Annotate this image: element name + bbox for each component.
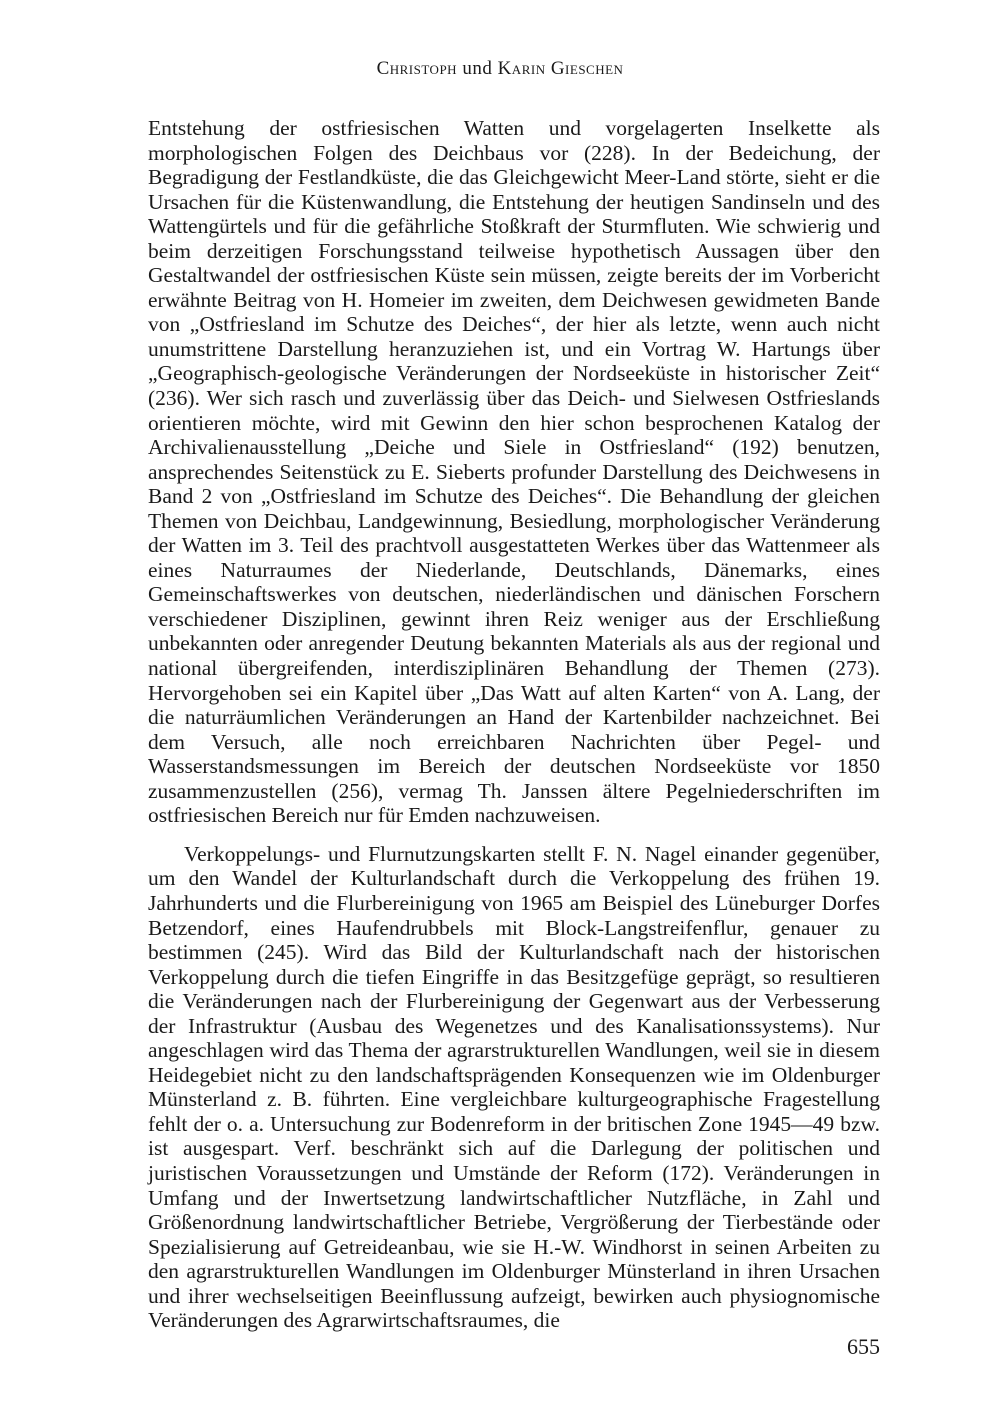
author-conjunction: und: [462, 58, 493, 79]
page-number: 655: [847, 1334, 880, 1359]
body-text: [148, 116, 880, 1333]
running-head: [0, 58, 1000, 80]
paragraph: Verkoppelungs- und Flurnutzungskarten stellt F. N. Nagel einander gegenüber, um den Wandel der Kulturlandschaft durch die Verkoppelung des frühen 19. Jahrhunderts und die Flurbereinigung von 1965 am Beispiel des Lüneburger Dorfes Betzendorf, eines Haufendrubbels mit Block-Langstreifenflur, genauer zu bestimmen (245). Wird das Bild der Kulturlandschaft nach der historischen Verkoppelung durch die tiefen Eingriffe in das Besitzgefüge geprägt, so resultieren die Veränderungen nach der Flurbereinigung der Gegenwart aus der Verbesserung der Infrastruktur (Ausbau des Wegenetzes und des Kanalisationssystems). Nur angeschlagen wird das Thema der agrarstrukturellen Wandlungen, weil sie in diesem Heidegebiet nicht zu den landschaftsprägenden Konsequenzen wie im Oldenburger Münsterland z. B. führten. Eine vergleichbare kulturgeographische Fragestellung fehlt der o. a. Untersuchung zur Bodenreform in der britischen Zone 1945—49 bzw. ist ausgespart. Verf. beschränkt sich auf die Darlegung der politischen und juristischen Voraussetzungen und Umstände der Reform (172). Veränderungen in Umfang und der Inwertsetzung landwirtschaftlicher Nutzfläche, in Zahl und Größenordnung landwirtschaftlicher Betriebe, Vergrößerung der Tierbestände oder Spezialisierung auf Getreideanbau, wie sie H.-W. Windhorst in seinen Arbeiten zu den agrarstrukturellen Wandlungen im Oldenburger Münsterland in ihren Ursachen und ihrer wechselseitigen Beeinflussung aufzeigt, bewirken auch physiognomische Veränderungen des Agrarwirtschaftsraumes, die: [148, 841, 880, 1333]
author-1: Christoph: [376, 58, 458, 79]
paragraph: Entstehung der ostfriesischen Watten und vorgelagerten Inselkette als morphologischen Folgen des Deichbaus vor (228). In der Bedeichung, der Begradigung der Festlandküste, die das Gleichgewicht Meer-Land störte, sieht er die Ursachen für die Küstenwandlung, die Entstehung der heutigen Sandinseln und des Wattengürtels und für die gefährliche Stoßkraft der Sturmfluten. Wie schwierig und beim derzeitigen Forschungsstand teilweise hypothetisch Aussagen über den Gestaltwandel der ostfriesischen Küste sein müssen, zeigte bereits der im Vorbericht erwähnte Beitrag von H. Homeier im zweiten, dem Deichwesen gewidmeten Bande von „Ostfriesland im Schutze des Deiches“, der hier als letzte, wenn auch nicht unumstrittene Darstellung heranzuziehen ist, und ein Vortrag W. Hartungs über „Geographisch-geologische Veränderungen der Nordseeküste in historischer Zeit“ (236). Wer sich rasch und zuverlässig über das Deich- und Sielwesen Ostfrieslands orientieren möchte, wird mit Gewinn den hier schon besprochenen Katalog der Archivalienausstellung „Deiche und Siele in Ostfriesland“ (192) benutzen, ansprechendes Seitenstück zu E. Sieberts profunder Darstellung des Deichwesens in Band 2 von „Ostfriesland im Schutze des Deiches“. Die Behandlung der gleichen Themen von Deichbau, Landgewinnung, Besiedlung, morphologischer Veränderung der Watten im 3. Teil des prachtvoll ausgestatteten Werkes über das Wattenmeer als eines Naturraumes der Niederlande, Deutschlands, Dänemarks, eines Gemeinschaftswerkes von deutschen, niederländischen und dänischen Forschern verschiedener Disziplinen, gewinnt ihren Reiz weniger aus der Erschließung unbekannten oder anregender Deutung bekannten Materials als aus der regional und national übergreifenden, interdisziplinären Behandlung der Themen (273). Hervorgehoben sei ein Kapitel über „Das Watt auf alten Karten“ von A. Lang, der die naturräumlichen Veränderungen an Hand der Kartenbilder nachzeichnet. Bei dem Versuch, alle noch erreichbaren Nachrichten über Pegel- und Wasserstandsmessungen im Bereich der deutschen Nordseeküste vor 1850 zusammenzustellen (256), vermag Th. Janssen ältere Pegelniederschriften im ostfriesischen Bereich nur für Emden nachzuweisen.: [148, 116, 880, 828]
author-2: Karin Gieschen: [497, 58, 624, 79]
